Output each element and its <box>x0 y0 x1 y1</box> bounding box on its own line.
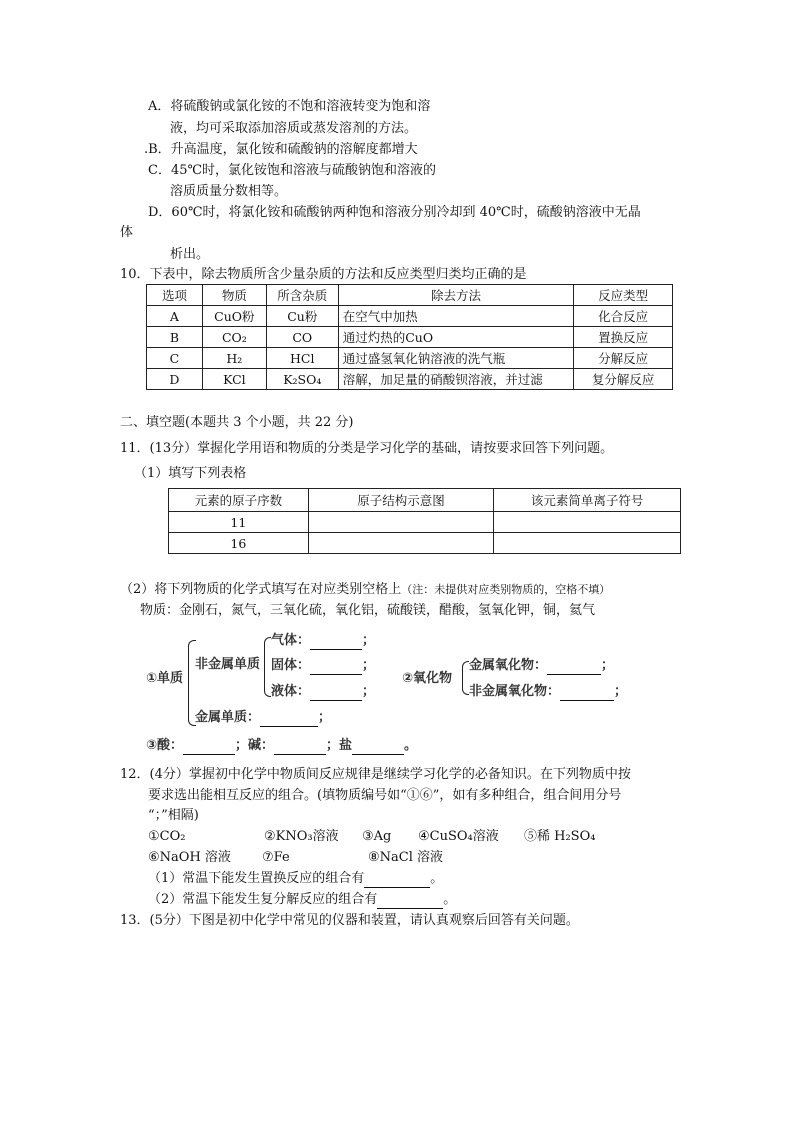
sep: ； <box>318 710 332 725</box>
sep: ； <box>601 658 615 673</box>
table-cell: 16 <box>169 533 309 554</box>
q9-option-d-line1: D．60℃时，将氯化铵和硫酸钠两种饱和溶液分别冷却到 40℃时，硫酸钠溶液中无晶 <box>148 205 641 220</box>
table-cell: D <box>147 369 203 390</box>
sep: ； <box>362 658 376 673</box>
answer-cell[interactable] <box>308 512 494 533</box>
section-heading: 二、填空题(本题共 3 个小题，共 22 分) <box>120 415 354 430</box>
q9-option-c-line1: C．45℃时，氯化铵饱和溶液与硫酸钠饱和溶液的 <box>148 163 437 178</box>
q9-option-b: .B．升高温度，氯化铵和硫酸钠的溶解度都增大 <box>144 142 418 157</box>
table-cell: B <box>147 327 203 348</box>
table-cell: CuO粉 <box>202 306 266 327</box>
brace-oxide <box>462 661 469 695</box>
acid-base-salt-row <box>146 737 417 755</box>
answer-cell[interactable] <box>308 533 494 554</box>
table-row <box>147 327 673 348</box>
q11-sub2-main: （2）将下列物质的化学式填写在对应类别空格上 <box>120 582 402 597</box>
liquid-blank[interactable] <box>310 687 362 701</box>
solid-label: 固体： <box>271 658 311 673</box>
nonmetal-oxide-row <box>469 683 627 701</box>
q11-stem: 11．(13分）掌握化学用语和物质的分类是学习化学的基础，请按要求回答下列问题。 <box>120 441 614 456</box>
q12-item: ④CuSO₄溶液 <box>418 829 499 844</box>
header-cell: 反应类型 <box>574 285 673 306</box>
metal-label: 金属单质： <box>195 710 261 725</box>
metal-oxide-blank[interactable] <box>547 661 601 675</box>
header-cell: 元素的原子序数 <box>169 489 309 512</box>
metal-oxide-row <box>469 657 614 675</box>
metal-row <box>195 709 331 727</box>
q9-option-c-line2: 溶质质量分数相等。 <box>170 184 288 199</box>
liquid-label: 液体： <box>271 684 311 699</box>
q11-sub2 <box>120 581 610 599</box>
q12-item: ②KNO₃溶液 <box>264 829 339 844</box>
gas-row <box>271 632 375 650</box>
end: 。 <box>443 892 457 907</box>
q12-item: ⑧NaCl 溶液 <box>368 850 444 865</box>
q10-table <box>146 284 673 390</box>
gas-label: 气体： <box>271 633 311 648</box>
table-cell: 通过灼热的CuO <box>338 327 573 348</box>
sep: ； <box>362 633 376 648</box>
answer-cell[interactable] <box>494 512 681 533</box>
q12-item: ⑦Fe <box>262 850 290 865</box>
solid-row <box>271 657 375 675</box>
sep: ； <box>614 684 628 699</box>
table-cell: H₂ <box>202 348 266 369</box>
q12-sub1-blank[interactable] <box>364 874 430 888</box>
q12-sub1-label: （1）常温下能发生置换反应的组合有 <box>148 871 365 886</box>
table-row <box>147 348 673 369</box>
end: 。 <box>430 871 444 886</box>
table-cell: KCl <box>202 369 266 390</box>
q12-stem-line1: 12．(4分）掌握初中化学中物质间反应规律是继续学习化学的必备知识。在下列物质中按 <box>120 767 631 782</box>
q11-sub2-note: （注：未提供对应类别物质的，空格不填） <box>401 583 611 596</box>
table-row <box>169 512 681 533</box>
q12-stem-line3: “；”相隔) <box>148 808 199 823</box>
header-cell: 除去方法 <box>338 285 573 306</box>
nonmetal-oxide-blank[interactable] <box>560 687 614 701</box>
base-label: ；碱： <box>235 738 275 753</box>
table-row <box>147 369 673 390</box>
header-cell: 原子结构示意图 <box>308 489 494 512</box>
table-cell: 通过盛氢氧化钠溶液的洗气瓶 <box>338 348 573 369</box>
table-cell: CO <box>266 327 338 348</box>
table-cell: 在空气中加热 <box>338 306 573 327</box>
header-cell: 选项 <box>147 285 203 306</box>
q12-item: ⑤稀 H₂SO₄ <box>524 829 596 844</box>
table-cell: A <box>147 306 203 327</box>
q12-item: ⑥NaOH 溶液 <box>148 850 231 865</box>
liquid-row <box>271 683 375 701</box>
header-cell: 物质 <box>202 285 266 306</box>
table-header-row <box>169 489 681 512</box>
nonmetal-label: 非金属单质 <box>195 657 261 672</box>
q9-option-a-line2: 液，均可采取添加溶质或蒸发溶剂的方法。 <box>170 121 418 136</box>
acid-blank[interactable] <box>183 741 235 755</box>
salt-blank[interactable] <box>352 741 404 755</box>
q11-substances: 物质：金刚石，氮气，三氧化硫，氧化铝，硫酸镁，醋酸，氢氧化钾，铜，氦气 <box>140 603 596 618</box>
answer-cell[interactable] <box>494 533 681 554</box>
table-row <box>147 306 673 327</box>
base-blank[interactable] <box>274 741 326 755</box>
elemental-label: ①单质 <box>146 671 184 686</box>
q11-sub1: （1）填写下列表格 <box>134 466 247 481</box>
q12-stem-line2: 要求选出能相互反应的组合。(填物质编号如“①⑥”，如有多种组合，组合间用分号 <box>148 788 622 803</box>
q12-sub2-blank[interactable] <box>377 895 443 909</box>
table-cell: K₂SO₄ <box>266 369 338 390</box>
table-cell: Cu粉 <box>266 306 338 327</box>
table-cell: CO₂ <box>202 327 266 348</box>
table-cell: 置换反应 <box>574 327 673 348</box>
header-cell: 所含杂质 <box>266 285 338 306</box>
q12-sub1 <box>148 870 443 888</box>
table-cell: 化合反应 <box>574 306 673 327</box>
table-cell: C <box>147 348 203 369</box>
metal-oxide-label: 金属氧化物： <box>469 658 548 673</box>
brace-nonmetal <box>264 637 271 697</box>
q9-option-d-line2: 析出。 <box>170 247 210 262</box>
gas-blank[interactable] <box>310 636 362 650</box>
salt-label: ；盐 <box>326 738 353 753</box>
oxide-label: ②氧化物 <box>402 671 453 686</box>
q12-item: ①CO₂ <box>148 829 186 844</box>
table-cell: HCl <box>266 348 338 369</box>
metal-blank[interactable] <box>260 713 318 727</box>
q9-option-d-line1b: 体 <box>120 225 134 240</box>
q12-item: ③Ag <box>362 829 392 844</box>
q10-stem: 10．下表中，除去物质所含少量杂质的方法和反应类型归类均正确的是 <box>120 267 527 282</box>
q12-sub2 <box>148 891 456 909</box>
solid-blank[interactable] <box>310 661 362 675</box>
q13-stem: 13．(5分）下图是初中化学中常见的仪器和装置，请认真观察后回答有关问题。 <box>120 913 579 928</box>
table-header-row <box>147 285 673 306</box>
table-cell: 复分解反应 <box>574 369 673 390</box>
table-cell: 溶解，加足量的硝酸钡溶液，并过滤 <box>338 369 573 390</box>
header-cell: 该元素简单离子符号 <box>494 489 681 512</box>
sep: ； <box>362 684 376 699</box>
acid-label: ③酸： <box>146 738 184 753</box>
q11-table <box>168 488 681 554</box>
table-cell: 11 <box>169 512 309 533</box>
nonmetal-oxide-label: 非金属氧化物： <box>469 684 561 699</box>
q12-sub2-label: （2）常温下能发生复分解反应的组合有 <box>148 892 378 907</box>
end: 。 <box>404 738 418 753</box>
table-row <box>169 533 681 554</box>
q9-option-a-line1: A．将硫酸钠或氯化铵的不饱和溶液转变为饱和溶 <box>148 99 431 114</box>
table-cell: 分解反应 <box>574 348 673 369</box>
